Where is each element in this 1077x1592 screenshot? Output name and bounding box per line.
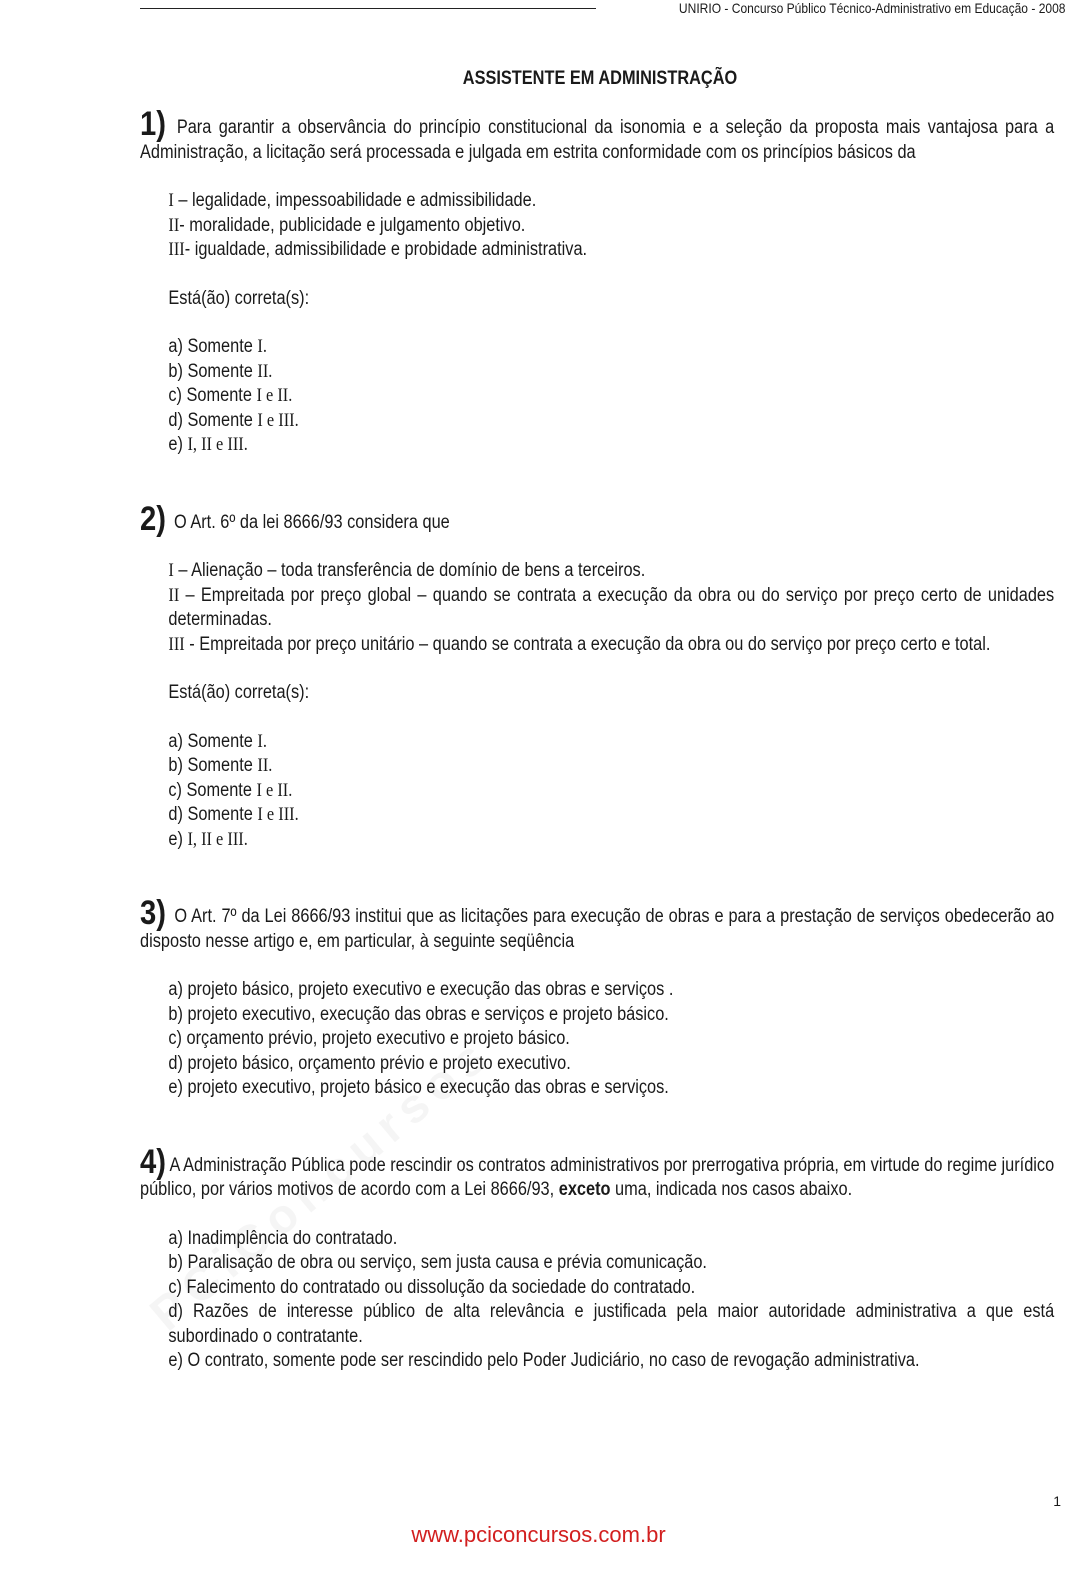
option-d: d) Somente I e III. [168, 804, 299, 825]
option-e: e) projeto executivo, projeto básico e execução das obras e serviços. [168, 1077, 669, 1098]
statement-item: II- moralidade, publicidade e julgamento objetivo. [168, 214, 526, 236]
header-rule [140, 8, 596, 9]
statement-item: I – Alienação – toda transferência de domínio de bens a terceiros. [168, 560, 646, 581]
prompt: Está(ão) correta(s): [168, 287, 310, 309]
option-a: a) projeto básico, projeto executivo e execução das obras e serviços . [168, 979, 674, 1000]
page-title: ASSISTENTE EM ADMINISTRAÇÃO [462, 68, 738, 89]
option-d: d) Somente I e III. [168, 409, 299, 431]
question-2 [140, 499, 1054, 538]
options-list [168, 1227, 1054, 1374]
header-text: UNIRIO - Concurso Público Técnico-Administrativo em Educação - 2008 [678, 0, 1065, 16]
option-b: b) projeto executivo, execução das obras e serviços e projeto básico. [168, 1003, 669, 1025]
option-c: c) Somente I e II. [168, 385, 293, 406]
question-number: 3) [140, 894, 167, 932]
option-b: b) Somente II. [168, 360, 273, 382]
option-e: e) O contrato, somente pode ser rescindido pelo Poder Judiciário, no caso de revogação administrativa. [168, 1350, 920, 1371]
option-e: e) I, II e III. [168, 434, 248, 455]
statement-item: II – Empreitada por preço global – quando se contrata a execução da obra ou do serviço por preço certo de unidades determinadas. [168, 584, 1055, 630]
option-c: c) Falecimento do contratado ou dissolução da sociedade do contratado. [168, 1276, 696, 1298]
page-number: 1 [1053, 1493, 1061, 1509]
footer-url-link[interactable]: www.pciconcursos.com.br [411, 1522, 666, 1547]
statement-item: I – legalidade, impessoabilidade e admissibilidade. [168, 190, 537, 211]
question-number: 4) [140, 1142, 167, 1181]
question-text: Para garantir a observância do princípio constitucional da isonomia e a seleção da proposta mais vantajosa para a Administração, a licitação será processada e julgada em estrita conformidade com os princípios básicos da [140, 117, 1055, 163]
option-a: a) Somente I. [168, 336, 267, 357]
statements-list [168, 559, 1054, 852]
questions-content [140, 105, 1055, 1374]
option-a: a) Inadimplência do contratado. [168, 1227, 398, 1249]
statements-list [168, 189, 1054, 458]
question-1 [140, 105, 1055, 165]
statement-item: III - Empreitada por preço unitário – quando se contrata a execução da obra ou do serviço por preço certo e total. [168, 633, 991, 655]
options-list [168, 978, 1054, 1101]
option-c: c) orçamento prévio, projeto executivo e projeto básico. [168, 1028, 570, 1049]
question-3 [140, 894, 1055, 954]
question-text: O Art. 7º da Lei 8666/93 institui que as licitações para execução de obras e para a prestação de serviços obedecerão ao disposto nesse artigo e, em particular, à seguinte seqüência [140, 906, 1055, 952]
emphasis-exceto: exceto [558, 1179, 611, 1200]
question-text: O Art. 6º da lei 8666/93 considera que [173, 511, 450, 533]
question-number: 2) [140, 499, 167, 538]
option-e: e) I, II e III. [168, 828, 248, 850]
prompt: Está(ão) correta(s): [168, 682, 310, 703]
question-4: 4) A Administração Pública pode rescindir os contratos administrativos por prerrogativa própria, em virtude do regime jurídico público, por vários motivos de acordo com a Lei 8666/93, exceto uma, indicada nos casos abaixo. [140, 1142, 1055, 1200]
option-d: d) Razões de interesse público de alta relevância e justificada pela maior autoridade administrativa a que está subordinado o contratante. [168, 1301, 1055, 1347]
option-d: d) projeto básico, orçamento prévio e projeto executivo. [168, 1052, 571, 1074]
option-c: c) Somente I e II. [168, 779, 293, 801]
option-b: b) Paralisação de obra ou serviço, sem justa causa e prévia comunicação. [168, 1252, 707, 1273]
option-a: a) Somente I. [168, 730, 267, 752]
statement-item: III- igualdade, admissibilidade e probidade administrativa. [168, 239, 588, 260]
option-b: b) Somente II. [168, 755, 273, 776]
question-number: 1) [140, 105, 167, 143]
